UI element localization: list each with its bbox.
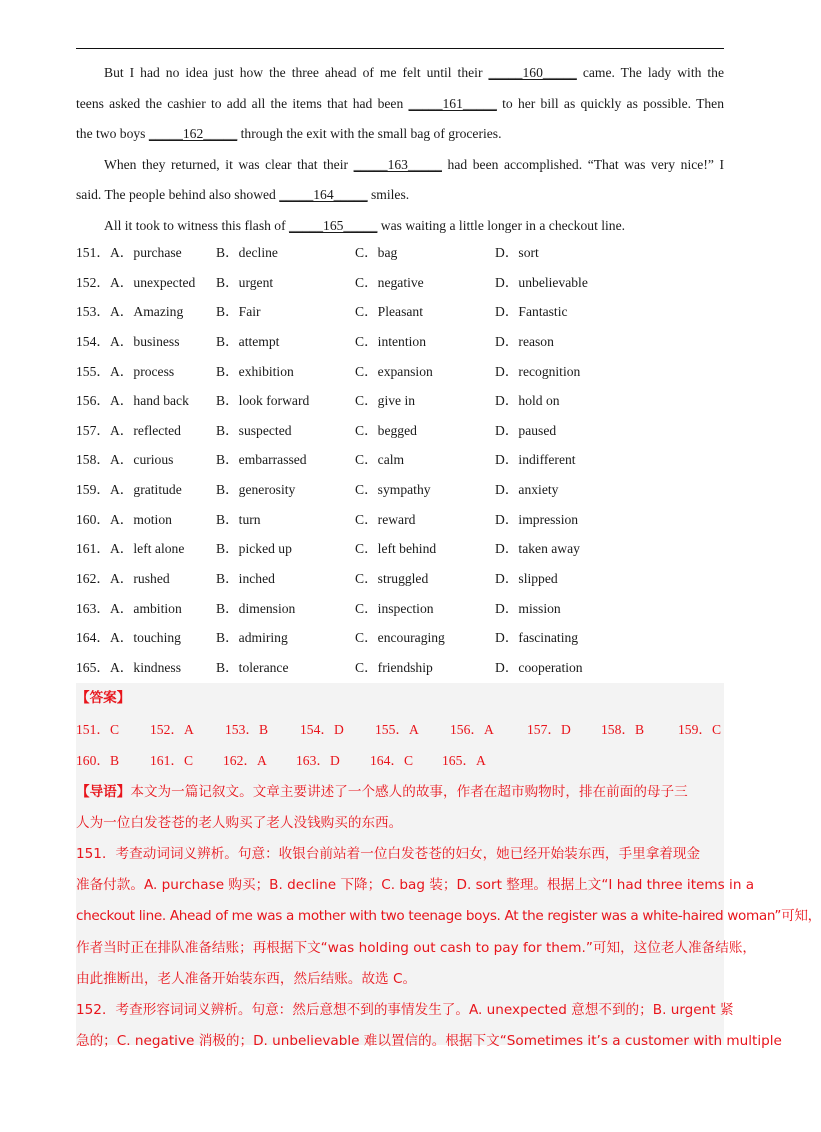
answer-key: 151．C <box>76 722 120 738</box>
option-row <box>76 386 736 416</box>
blank-164: _____164_____ <box>279 187 368 203</box>
option-d: D．slipped <box>495 571 558 587</box>
option-c: C．give in <box>355 393 416 409</box>
option-d: D．cooperation <box>495 659 583 675</box>
option-row <box>76 238 736 268</box>
option-a: 161．A．left alone <box>76 541 185 557</box>
option-d: D．indifferent <box>495 452 576 468</box>
option-a: 157．A．reflected <box>76 422 181 438</box>
blank-162: _____162_____ <box>148 126 238 142</box>
option-row <box>76 594 736 624</box>
question-number: 163 <box>76 600 97 616</box>
answer-section <box>76 683 821 1050</box>
answer-key: 162．A <box>223 753 267 769</box>
option-d: D．recognition <box>495 363 581 379</box>
option-a: 158．A．curious <box>76 452 174 468</box>
option-c: C．negative <box>355 274 424 290</box>
option-d: D．anxiety <box>495 482 559 498</box>
option-c: C．intention <box>355 333 427 349</box>
option-d: D．Fantastic <box>495 304 568 320</box>
option-b: B．suspected <box>216 422 292 438</box>
option-b: B．tolerance <box>216 659 289 675</box>
question-number: 154 <box>76 333 97 349</box>
blank-165: _____165_____ <box>289 217 378 233</box>
answer-key: 156．A <box>450 722 494 738</box>
question-number: 152 <box>76 274 97 290</box>
blank-163: _____163_____ <box>353 156 442 172</box>
question-number: 156 <box>76 393 97 409</box>
answer-key: 152．A <box>150 722 194 738</box>
option-d: D．unbelievable <box>495 274 588 290</box>
question-number: 157 <box>76 422 97 438</box>
passage-line: All it took to witness this flash of _____165_____ was waiting a little longer in a checkout line. <box>76 211 724 242</box>
option-d: D．sort <box>495 245 539 260</box>
passage-line: the two boys _____162_____ through the exit with the small bag of groceries. <box>76 119 724 150</box>
option-c: C．struggled <box>355 571 429 587</box>
option-a: 159．A．gratitude <box>76 482 182 498</box>
option-d: D．hold on <box>495 393 560 409</box>
option-b: B．embarrassed <box>216 452 307 468</box>
question-number: 165 <box>76 659 97 675</box>
option-d: D．fascinating <box>495 630 579 646</box>
answer-heading: 【答案】 <box>76 690 131 706</box>
passage-line: When they returned, it was clear that their _____163_____ had been accomplished. “That was very nice!” I <box>76 150 724 181</box>
option-c: C．Pleasant <box>355 304 423 320</box>
option-row <box>76 505 736 535</box>
option-row <box>76 268 736 298</box>
option-b: B．admiring <box>216 630 288 646</box>
option-d: D．reason <box>495 333 554 349</box>
answer-key: 157．D <box>527 722 571 738</box>
option-b: B．generosity <box>216 482 296 498</box>
option-row <box>76 357 736 387</box>
answer-key: 163．D <box>296 753 340 769</box>
option-b: B．turn <box>216 511 261 527</box>
question-number: 151 <box>76 245 97 260</box>
option-row <box>76 445 736 475</box>
explanation-line: checkout line. Ahead of me was a mother with two teenage boys. At the register was a white-haired woman”可知， <box>76 908 821 925</box>
intro-tag: 【导语】 <box>76 783 131 800</box>
question-number: 164 <box>76 630 97 646</box>
question-number: 158 <box>76 452 97 468</box>
intro-line: 【导语】本文为一篇记叙文。文章主要讲述了一个感人的故事，作者在超市购物时，排在前面的母子三 <box>76 783 688 800</box>
option-d: D．impression <box>495 511 579 527</box>
options-list <box>76 238 736 683</box>
option-a: 154．A．business <box>76 333 180 349</box>
passage-line: teens asked the cashier to add all the items that had been _____161_____ to her bill as quickly as possible. Then <box>76 89 724 120</box>
option-a: 156．A．hand back <box>76 393 189 409</box>
option-row <box>76 475 736 505</box>
passage-line: said. The people behind also showed _____164_____ smiles. <box>76 180 724 211</box>
option-row <box>76 297 736 327</box>
option-b: B．decline <box>216 245 278 260</box>
option-b: B．inched <box>216 571 275 587</box>
option-a: 164．A．touching <box>76 630 181 646</box>
option-b: B．attempt <box>216 333 280 349</box>
option-a: 160．A．motion <box>76 511 172 527</box>
question-number: 162 <box>76 571 97 587</box>
option-a: 155．A．process <box>76 363 175 379</box>
option-b: B．picked up <box>216 541 292 557</box>
answer-key: 165．A <box>442 753 486 769</box>
option-a: 152．A．unexpected <box>76 274 196 290</box>
option-b: B．Fair <box>216 304 261 320</box>
header-rule <box>76 48 724 49</box>
passage <box>76 58 724 242</box>
option-row <box>76 623 736 653</box>
option-c: C．encouraging <box>355 630 445 646</box>
option-a: 163．A．ambition <box>76 600 182 616</box>
answer-key: 153．B <box>225 722 269 738</box>
intro-line: 人为一位白发苍苍的老人购买了老人没钱购买的东西。 <box>76 814 403 831</box>
option-a: 153．A．Amazing <box>76 304 184 320</box>
option-b: B．exhibition <box>216 363 294 379</box>
answer-key: 164．C <box>370 753 414 769</box>
explanation-line: 作者当时正在排队准备结账；再根据下文“was holding out cash to pay for them.”可知，这位老人准备结账， <box>76 939 757 956</box>
answer-key: 159．C <box>678 722 722 738</box>
option-b: B．urgent <box>216 274 274 290</box>
blank-160: _____160_____ <box>488 65 577 80</box>
option-c: C．begged <box>355 422 417 438</box>
option-row <box>76 327 736 357</box>
answer-key: 160．B <box>76 753 120 769</box>
option-c: C．sympathy <box>355 482 431 498</box>
option-c: C．calm <box>355 452 405 468</box>
option-row <box>76 653 736 683</box>
question-number: 155 <box>76 363 97 379</box>
option-a: 151．A．purchase <box>76 245 182 260</box>
option-c: C．inspection <box>355 600 434 616</box>
question-number: 161 <box>76 541 97 557</box>
question-number: 160 <box>76 511 97 527</box>
option-row <box>76 416 736 446</box>
answer-key-row <box>76 745 724 776</box>
option-d: D．paused <box>495 422 557 438</box>
option-c: C．reward <box>355 511 416 527</box>
blank-161: _____161_____ <box>408 95 497 111</box>
option-b: B．dimension <box>216 600 296 616</box>
explanation-line: 152．考查形容词词义辨析。句意：然后意想不到的事情发生了。A. unexpected 意想不到的；B. urgent 紧 <box>76 1001 734 1018</box>
explanation-line: 急的；C. negative 消极的；D. unbelievable 难以置信的。根据下文“Sometimes it’s a customer with multiple <box>76 1033 782 1050</box>
explanation-line: 由此推断出，老人准备开始装东西，然后结账。故选 C。 <box>76 970 417 987</box>
option-c: C．friendship <box>355 659 433 675</box>
answer-key: 161．C <box>150 753 194 769</box>
explanation-line: 准备付款。A. purchase 购买；B. decline 下降；C. bag 装；D. sort 整理。根据上文“I had three items in a <box>76 877 755 894</box>
option-c: C．left behind <box>355 541 437 557</box>
option-c: C．bag <box>355 245 398 260</box>
answer-key: 155．A <box>375 722 419 738</box>
option-a: 162．A．rushed <box>76 571 170 587</box>
question-number: 159 <box>76 482 97 498</box>
option-a: 165．A．kindness <box>76 659 181 675</box>
option-row <box>76 564 736 594</box>
answer-key: 154．D <box>300 722 344 738</box>
answer-key: 158．B <box>601 722 645 738</box>
option-d: D．taken away <box>495 541 580 557</box>
option-row <box>76 534 736 564</box>
option-c: C．expansion <box>355 363 433 379</box>
passage-line: But I had no idea just how the three ahead of me felt until their _____160_____ came. The lady with the <box>76 58 724 89</box>
answer-key-row <box>76 714 724 745</box>
question-number: 153 <box>76 304 97 320</box>
option-d: D．mission <box>495 600 561 616</box>
option-b: B．look forward <box>216 393 310 409</box>
explanation-line: 151．考查动词词义辨析。句意：收银台前站着一位白发苍苍的妇女，她已经开始装东西，手里拿着现金 <box>76 845 701 862</box>
